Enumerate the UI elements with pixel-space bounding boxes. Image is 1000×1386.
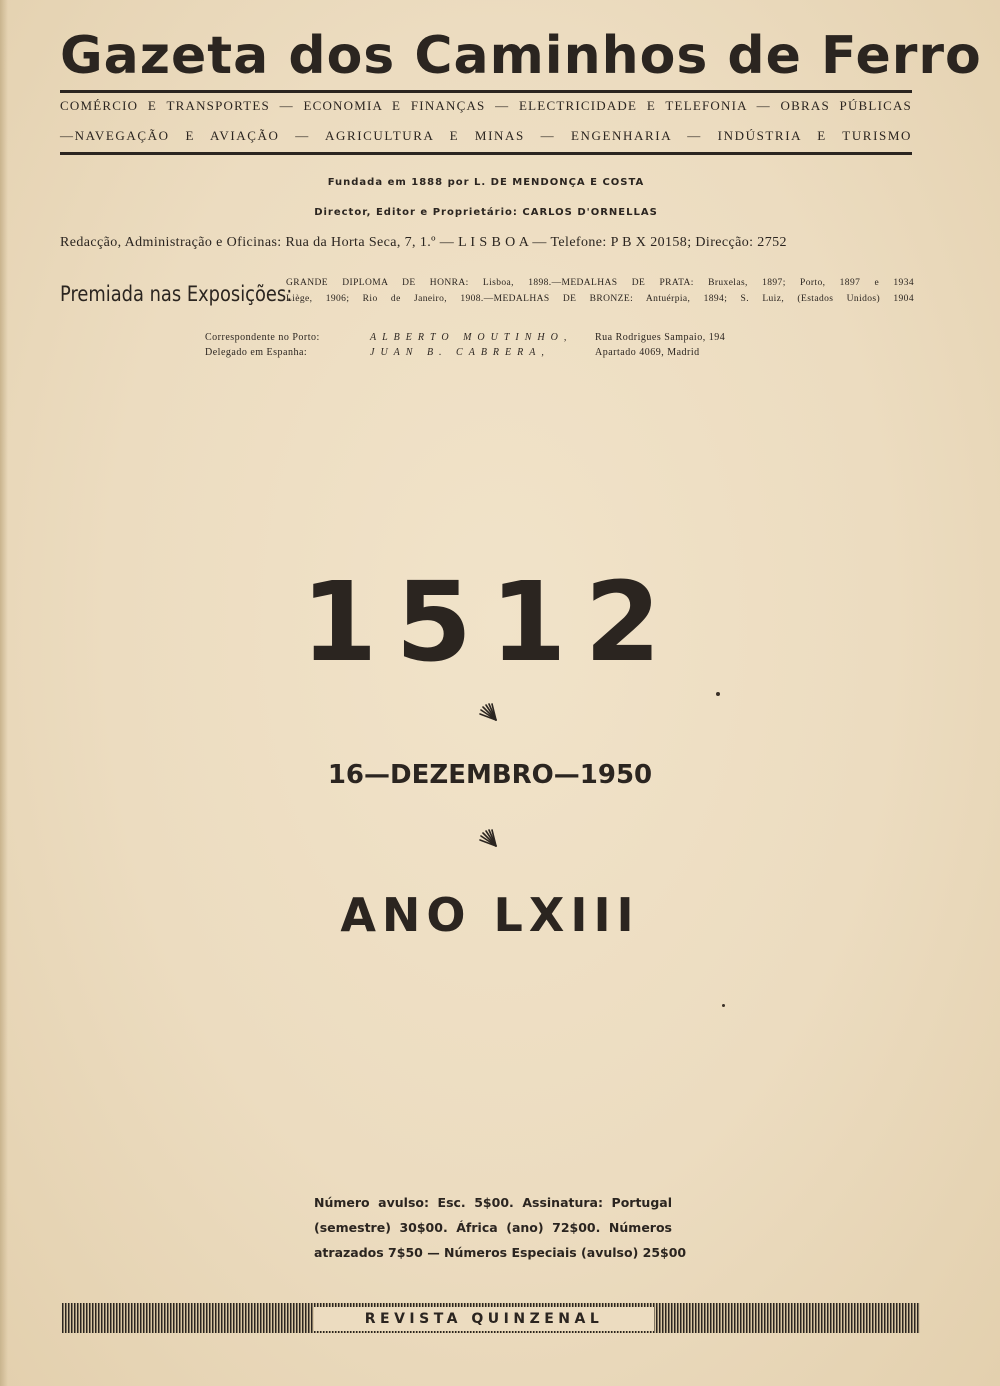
director-line: Director, Editor e Proprietário: CARLOS D'ORNELLAS bbox=[314, 207, 658, 218]
price-line-3: atrazados 7$50 — Números Especiais (avulso) 25$00 bbox=[314, 1245, 687, 1260]
topics-line-2: —NAVEGAÇÃO E AVIAÇÃO — AGRICULTURA E MINAS — ENGENHARIA — INDÚSTRIA E TURISMO bbox=[60, 128, 912, 143]
page-edge-shadow bbox=[0, 0, 8, 1386]
price-line-1: Número avulso: Esc. 5$00. Assinatura: Portugal bbox=[314, 1195, 672, 1210]
price-line-2: (semestre) 30$00. África (ano) 72$00. Números bbox=[314, 1220, 672, 1235]
ink-speck bbox=[722, 1004, 725, 1007]
correspondent-name: ALBERTO MOUTINHO, bbox=[370, 332, 573, 343]
issue-year: ANO LXIII bbox=[340, 888, 640, 942]
fan-ornament-icon bbox=[478, 828, 498, 848]
issue-date: 16—DEZEMBRO—1950 bbox=[327, 760, 653, 790]
delegate-address: Apartado 4069, Madrid bbox=[595, 347, 700, 358]
delegate-name: JUAN B. CABRERA, bbox=[370, 347, 550, 358]
premiada-line-1: GRANDE DIPLOMA DE HONRA: Lisboa, 1898.—MEDALHAS DE PRATA: Bruxelas, 1897; Porto, 1897 e 1934 bbox=[286, 278, 914, 288]
footer-label: REVISTA QUINZENAL bbox=[314, 1307, 654, 1331]
masthead-top-rule bbox=[60, 90, 912, 93]
delegate-label: Delegado em Espanha: bbox=[205, 347, 308, 358]
redaccao-line: Redacção, Administração e Oficinas: Rua da Horta Seca, 7, 1.º — L I S B O A — Telefone: P B X 20158; Direcção: 2752 bbox=[60, 235, 787, 250]
masthead-bottom-rule bbox=[60, 152, 912, 155]
ink-speck bbox=[716, 692, 720, 696]
delegate-spain bbox=[205, 347, 775, 358]
masthead-title: Gazeta dos Caminhos de Ferro bbox=[60, 26, 982, 86]
premiada-label: Premiada nas Exposições: bbox=[60, 282, 293, 306]
correspondent-address: Rua Rodrigues Sampaio, 194 bbox=[595, 332, 726, 343]
topics-line-1: COMÉRCIO E TRANSPORTES — ECONOMIA E FINANÇAS — ELECTRICIDADE E TELEFONIA — OBRAS PÚBLICAS bbox=[60, 98, 912, 113]
correspondent-label: Correspondente no Porto: bbox=[205, 332, 320, 343]
founded-line: Fundada em 1888 por L. DE MENDONÇA E COSTA bbox=[327, 177, 645, 188]
issue-number: 1512 bbox=[300, 558, 680, 686]
premiada-line-2: Liège, 1906; Rio de Janeiro, 1908.—MEDALHAS DE BRONZE: Antuérpia, 1894; S. Luiz, (Estados Unidos) 1904 bbox=[286, 294, 914, 304]
correspondent-porto bbox=[205, 332, 775, 343]
fan-ornament-icon bbox=[478, 702, 498, 722]
price-block bbox=[314, 1190, 687, 1265]
